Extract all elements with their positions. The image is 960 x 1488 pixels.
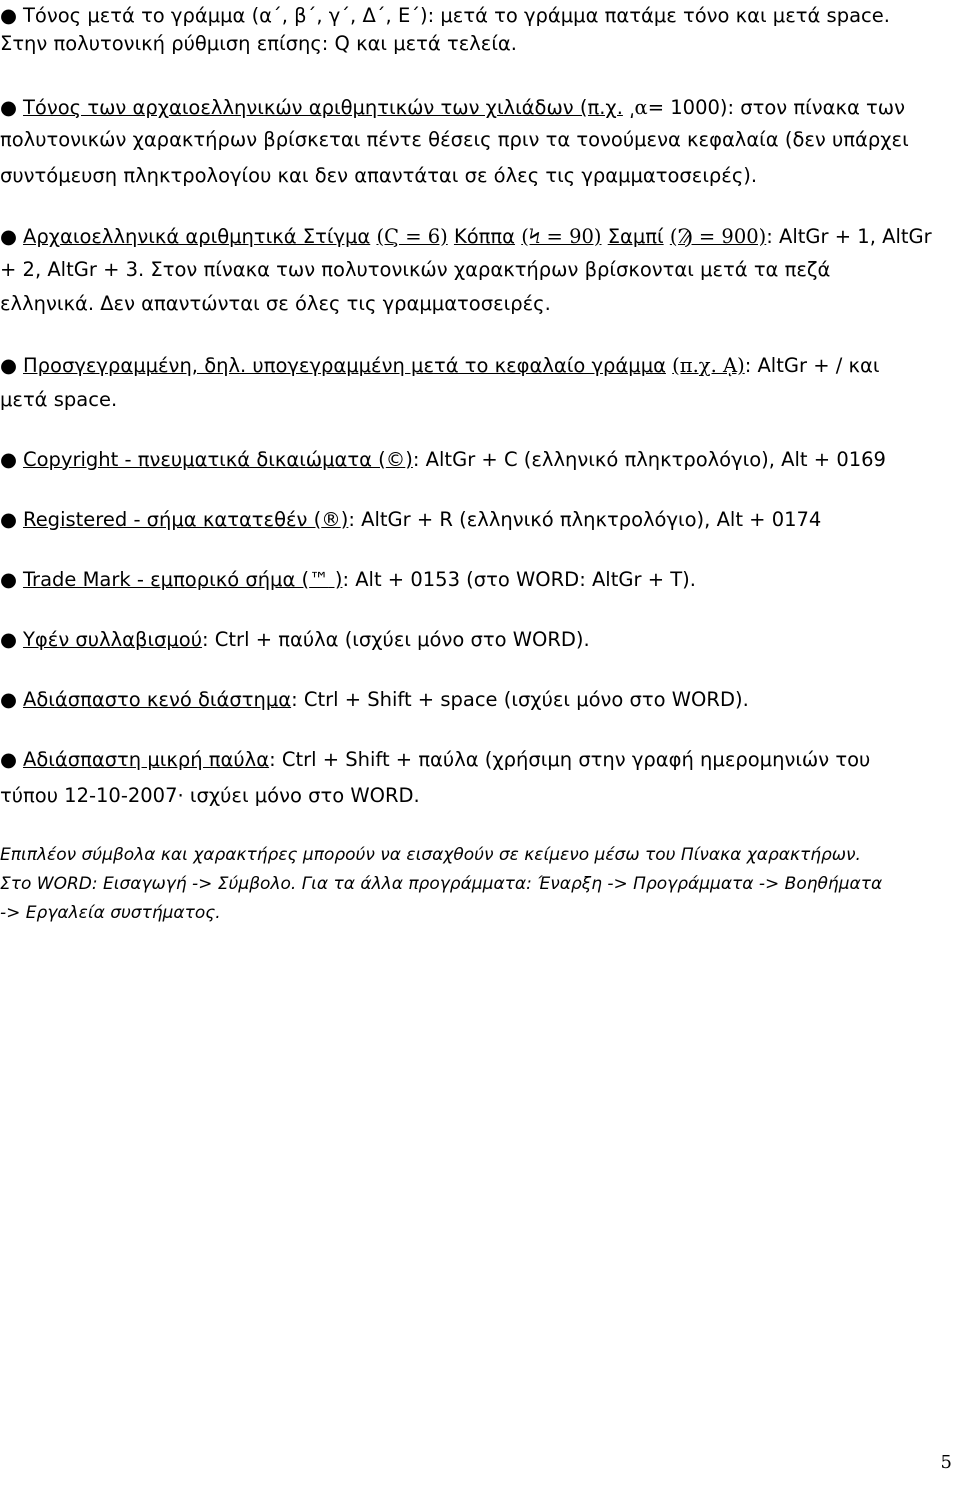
note-line xyxy=(0,841,952,870)
bullet-icon: ● xyxy=(0,354,18,377)
item-text: Τόνος μετά το γράμμα (α΄, β΄, γ΄, Δ΄, Ε΄): μετά το γράμμα πατάμε τόνο και μετά space. xyxy=(23,4,890,27)
item-label: Registered - σήμα κατατεθέν ( xyxy=(23,508,322,531)
item-label: Αδιάσπαστη μικρή παύλα xyxy=(23,748,270,771)
item-label: Trade Mark - εμπορικό σήμα ( xyxy=(23,568,310,591)
item-text: : Ctrl + παύλα (ισχύει μόνο στο WORD). xyxy=(202,628,590,651)
item-label: ) xyxy=(328,568,343,591)
item-text: : AltGr + / και xyxy=(744,354,880,377)
list-item-yfen xyxy=(0,624,952,656)
keraia-symbol: ͵α xyxy=(629,96,648,119)
list-item-tonos-chiliadon xyxy=(0,92,952,124)
item-text: : AltGr + 1, AltGr xyxy=(766,225,932,248)
item-label: Υφέν συλλαβισμού xyxy=(23,628,203,651)
list-item-trademark xyxy=(0,564,952,596)
note-text: Στο WORD: Εισαγωγή -> Σύμβολο. Για τα άλλα προγράμματα: Έναρξη -> Προγράμματα -> Βοηθήματα xyxy=(0,874,883,894)
note-line xyxy=(0,899,952,928)
item-continuation xyxy=(0,254,952,286)
page-number: 5 xyxy=(940,1452,952,1473)
item-continuation xyxy=(0,288,952,320)
item-label: ) xyxy=(405,448,413,471)
item-text: : Alt + 0153 (στο WORD: AltGr + T). xyxy=(342,568,696,591)
bullet-icon: ● xyxy=(0,508,18,531)
copyright-icon: © xyxy=(385,448,406,471)
bullet-icon: ● xyxy=(0,628,18,651)
item-text: Στην πολυτονική ρύθμιση επίσης: Q και μετά τελεία. xyxy=(0,32,517,55)
item-text: = 1000): στον πίνακα των xyxy=(647,96,905,119)
bullet-icon: ● xyxy=(0,568,18,591)
trademark-icon: ™ xyxy=(309,568,329,591)
bullet-icon: ● xyxy=(0,748,18,771)
item-label: Αδιάσπαστο κενό διάστημα xyxy=(23,688,292,711)
list-item-arithmitika xyxy=(0,221,952,253)
item-text: συντόμευση πληκτρολογίου και δεν απαντάται σε όλες τις γραμματοσειρές). xyxy=(0,164,758,187)
item-label: Κόππα xyxy=(453,225,516,248)
item-label: ) xyxy=(340,508,349,531)
item-continuation xyxy=(0,384,952,416)
item-text: ελληνικά. Δεν απαντώνται σε όλες τις γραμματοσειρές. xyxy=(0,292,551,315)
list-item-prosgegrammeni xyxy=(0,350,952,382)
list-item-copyright xyxy=(0,444,952,476)
note-text: Επιπλέον σύμβολα και χαρακτήρες μπορούν να εισαχθούν σε κείμενο μέσω του Πίνακα χαρακτήρων. xyxy=(0,845,861,865)
list-item-registered xyxy=(0,504,952,536)
item-text: + 2, AltGr + 3. Στον πίνακα των πολυτονικών χαρακτήρων βρίσκονται μετά τα πεζά xyxy=(0,258,831,281)
item-continuation xyxy=(0,780,952,812)
item-label: Τόνος των αρχαιοελληνικών αριθμητικών των χιλιάδων (π.χ. xyxy=(23,96,623,119)
bullet-icon: ● xyxy=(0,688,18,711)
note-text: -> Εργαλεία συστήματος. xyxy=(0,903,221,923)
koppa-symbol: (Ϟ = 90) xyxy=(521,225,602,248)
item-label: Αρχαιοελληνικά αριθμητικά Στίγμα xyxy=(23,225,371,248)
item-text: : Ctrl + Shift + παύλα (χρήσιμη στην γραφή ημερομηνιών του xyxy=(269,748,871,771)
item-text: : Ctrl + Shift + space (ισχύει μόνο στο WORD). xyxy=(291,688,749,711)
item-text: πολυτονικών χαρακτήρων βρίσκεται πέντε θέσεις πριν τα τονούμενα κεφαλαία (δεν υπάρχει xyxy=(0,128,909,151)
example-symbol: (π.χ. ᾼ) xyxy=(672,354,745,377)
list-item-adiaspasti-pavla xyxy=(0,744,952,776)
bullet-icon: ● xyxy=(0,225,18,248)
item-label: Σαμπί xyxy=(607,225,664,248)
item-text: τύπου 12-10-2007· ισχύει μόνο στο WORD. xyxy=(0,784,420,807)
note-line xyxy=(0,870,952,899)
bullet-icon: ● xyxy=(0,96,18,119)
item-label: Copyright - πνευματικά δικαιώματα ( xyxy=(23,448,386,471)
stigma-symbol: (Ϛ = 6) xyxy=(376,225,448,248)
item-continuation xyxy=(0,124,952,156)
bullet-icon: ● xyxy=(0,448,18,471)
list-item-adiaspasto-keno xyxy=(0,684,952,716)
item-continuation xyxy=(0,28,952,60)
item-text: μετά space. xyxy=(0,388,118,411)
sampi-symbol: (Ϡ = 900) xyxy=(669,225,767,248)
item-continuation xyxy=(0,160,952,192)
bullet-icon: ● xyxy=(0,4,18,27)
registered-icon: ® xyxy=(321,508,341,531)
item-label: Προσγεγραμμένη, δηλ. υπογεγραμμένη μετά το κεφαλαίο γράμμα xyxy=(23,354,666,377)
item-text: : AltGr + R (ελληνικό πληκτρολόγιο), Alt + 0174 xyxy=(348,508,822,531)
item-text: : AltGr + C (ελληνικό πληκτρολόγιο), Alt + 0169 xyxy=(412,448,886,471)
